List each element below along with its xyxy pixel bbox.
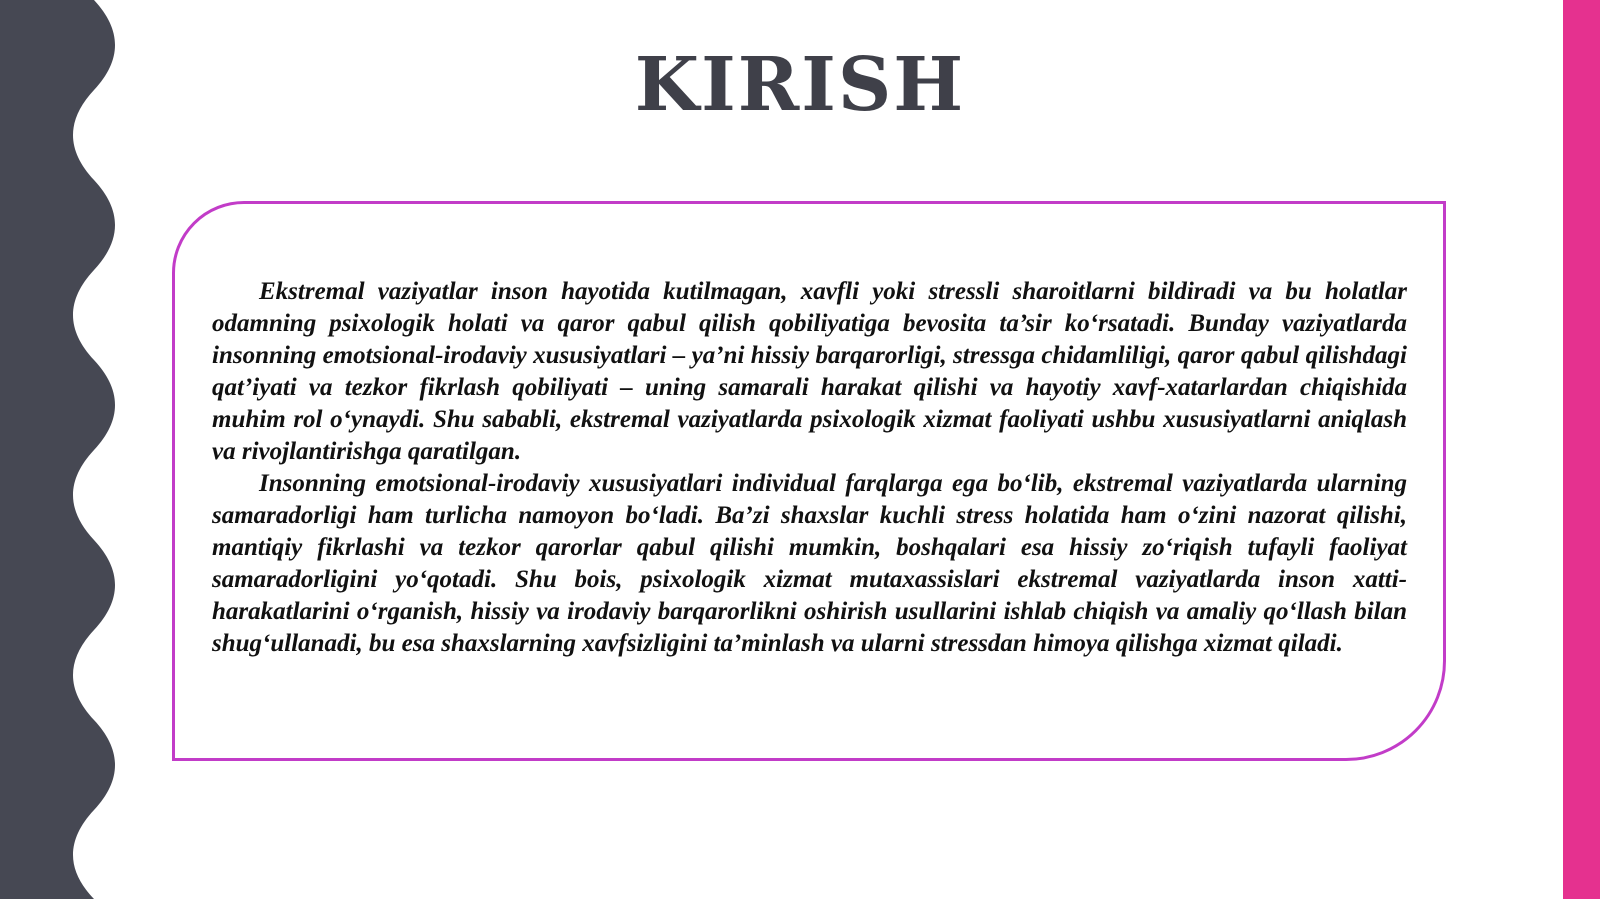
body-paragraph-2: Insonning emotsional-irodaviy xususiyatlari individual farqlarga ega bo‘lib, ekstremal vaziyatlarda ularning samaradorligi ham turlicha namoyon bo‘ladi. Ba’zi shaxslar kuchli stress holatida ham o‘zini nazorat qilishi, mantiqiy fikrlashi va tezkor qarorlar qabul qilishi mumkin, boshqalari esa hissiy zo‘riqish tufayli faoliyat samaradorligini yo‘qotadi. Shu bois, psixologik xizmat mutaxassislari ekstremal vaziyatlarda inson xatti-harakatlarini o‘rganish, hissiy va irodaviy barqarorlikni oshirish usullarini ishlab chiqish va amaliy qo‘llash bilan shug‘ullanadi, bu esa shaxslarning xavfsizligini ta’minlash va ularni stressdan himoya qilishga xizmat qiladi. <box>212 470 1407 657</box>
wavy-band-shape <box>0 0 115 899</box>
body-text <box>212 276 1407 660</box>
right-accent-bar <box>1563 0 1600 899</box>
body-paragraph-1: Ekstremal vaziyatlar inson hayotida kutilmagan, xavfli yoki stressli sharoitlarni bildiradi va bu holatlar odamning psixologik holati va qaror qabul qilish qobiliyatiga bevosita ta’sir ko‘rsatadi. Bunday vaziyatlarda insonning emotsional-irodaviy xususiyatlari – ya’ni hissiy barqarorligi, stressga chidamliligi, qaror qabul qilishdagi qat’iyati va tezkor fikrlash qobiliyati – uning samarali harakat qilishi va hayotiy xavf-xatarlardan chiqishida muhim rol o‘ynaydi. Shu sababli, ekstremal vaziyatlarda psixologik xizmat faoliyati ushbu xususiyatlarni aniqlash va rivojlantirishga qaratilgan. <box>212 278 1407 465</box>
left-wavy-band <box>0 0 130 899</box>
slide-title: KIRISH <box>634 42 966 128</box>
